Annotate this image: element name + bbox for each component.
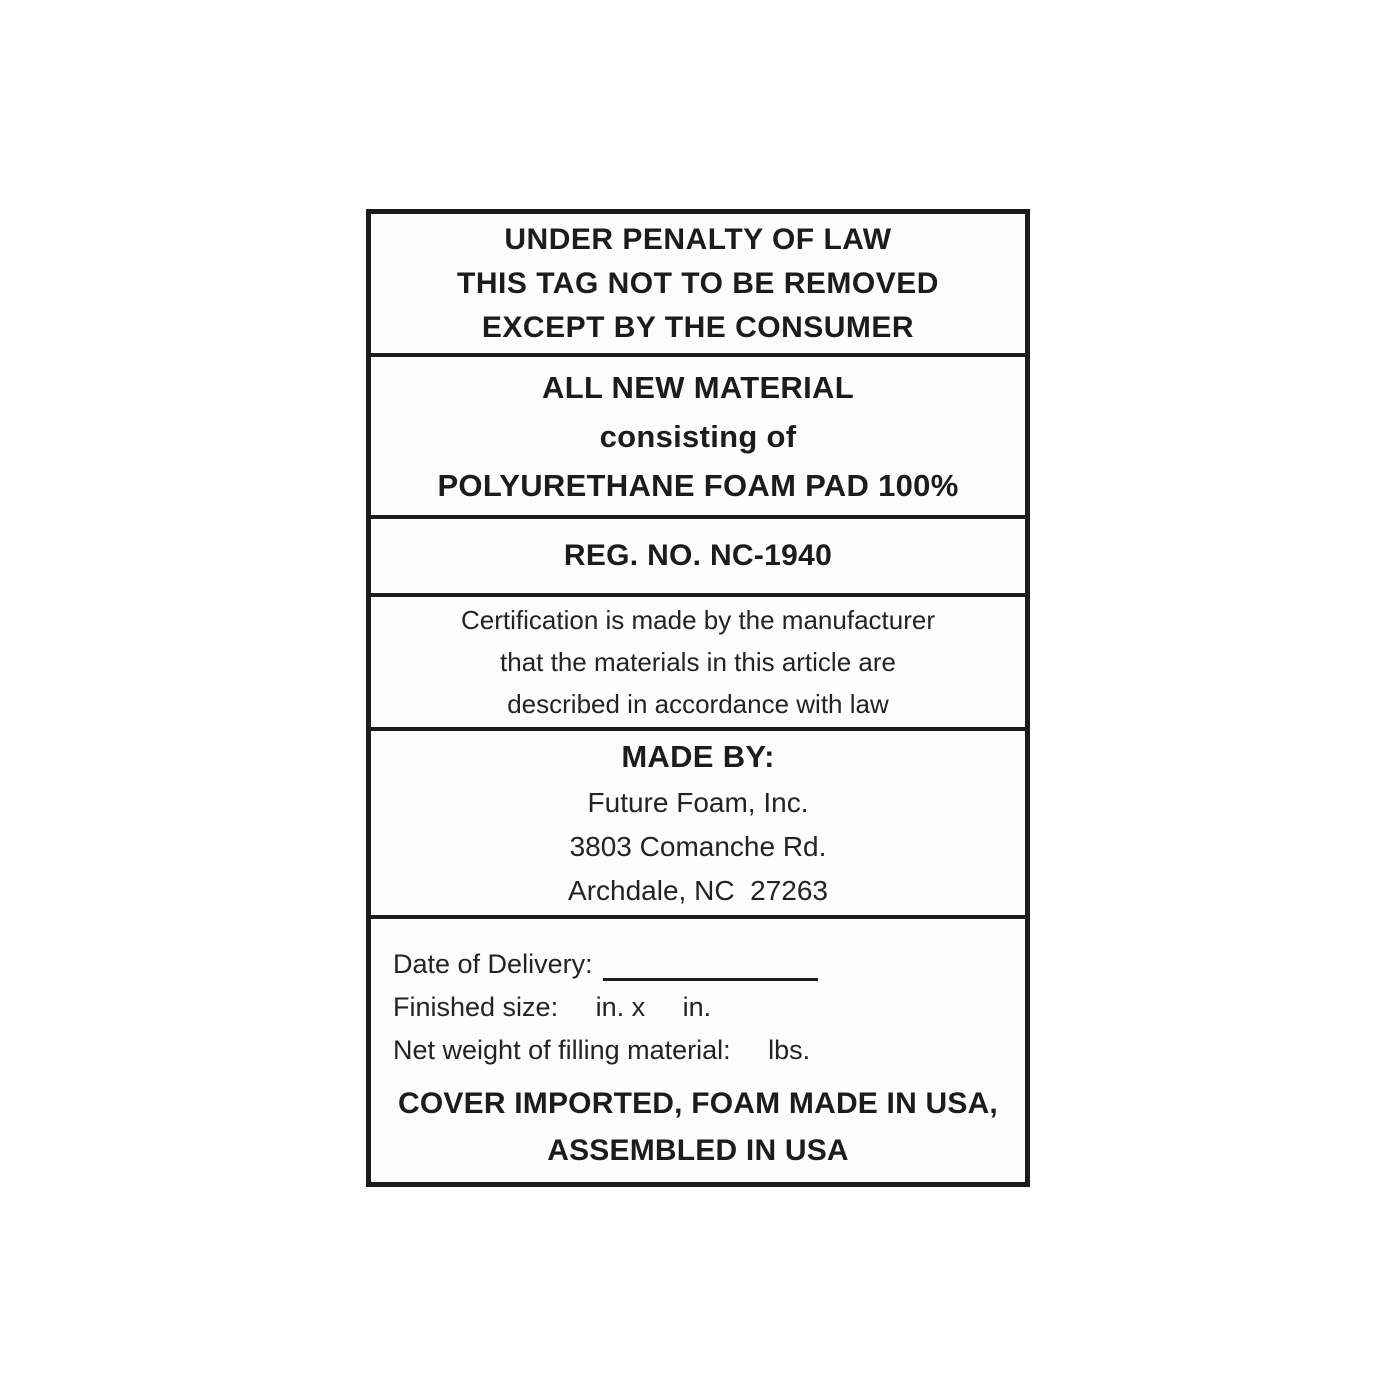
material-line-3: POLYURETHANE FOAM PAD 100% [437,467,959,503]
date-of-delivery-field [393,943,1009,986]
section-registration-number [371,515,1025,593]
penalty-warning-line-1: UNDER PENALTY OF LAW [504,222,892,256]
registration-number: REG. NO. NC-1940 [563,539,833,572]
finished-size-field: Finished size: in. x in. [393,992,712,1022]
penalty-warning-line-2: THIS TAG NOT TO BE REMOVED [457,266,939,300]
date-of-delivery-label: Date of Delivery: [393,949,593,979]
origin-statement [371,1080,1025,1174]
section-made-by [371,727,1025,915]
certification-line-3: described in accordance with law [507,689,889,719]
material-line-1: ALL NEW MATERIAL [542,369,854,405]
made-by-company: Future Foam, Inc. [587,787,809,818]
section-delivery-and-origin [371,915,1025,1182]
section-material-contents [371,353,1025,515]
certification-line-2: that the materials in this article are [500,647,896,677]
certification-line-1: Certification is made by the manufacturer [461,605,935,635]
net-weight-field: Net weight of filling material: lbs. [393,1035,811,1065]
origin-line-1: COVER IMPORTED, FOAM MADE IN USA, [398,1087,998,1120]
date-of-delivery-blank-line [603,978,818,981]
made-by-heading: MADE BY: [621,739,775,774]
made-by-street: 3803 Comanche Rd. [569,831,827,862]
penalty-warning-line-3: EXCEPT BY THE CONSUMER [481,310,915,344]
material-line-2: consisting of [599,418,797,454]
section-certification-statement [371,593,1025,727]
made-by-city: Archdale, NC 27263 [568,875,828,906]
delivery-fields [371,943,1025,1072]
section-penalty-warning [371,214,1025,353]
origin-line-2: ASSEMBLED IN USA [547,1134,849,1167]
law-tag-label [366,209,1030,1187]
